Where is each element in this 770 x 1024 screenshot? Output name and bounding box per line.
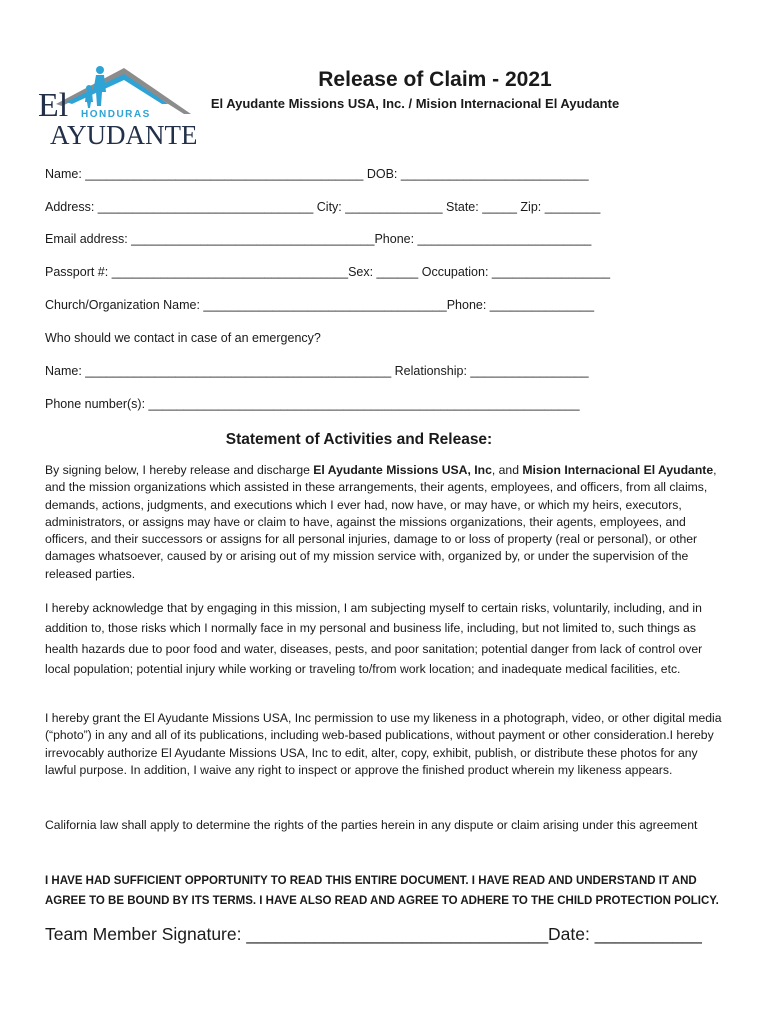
logo-graphic [36,62,196,152]
signature-date-field[interactable]: Team Member Signature: _______________________________Date: ___________ [45,924,702,944]
org-name-internacional: Mision Internacional El Ayudante [522,463,714,477]
page-title: Release of Claim - 2021 [318,68,552,91]
release-rest: , and the mission organizations which assisted in these arrangements, their agents, employees, and officers, from all claims, demands, actions, judgments, and executions which I ever had, now have, or may have, or which my heirs, executors, administrators, or assigns may have or claim to have, against the missions organizations, their agents, employees, and officers, and their successors or assigns for all personal injuries, damage to or loss of property (real or personal), or other damages whatsoever, caused by or arising out of my mission service with, organized by, or under the supervision of the released parties. [45,463,717,581]
logo-el-text: El [38,87,69,124]
release-paragraph [45,462,725,583]
logo-person-head [96,66,104,74]
address-field[interactable]: Address: _______________________________ City: ______________ State: _____ Zip: ________ [45,200,601,214]
release-intro: By signing below, I hereby release and discharge [45,463,314,477]
release-and: , and [491,463,523,477]
logo-main-text: AYUDANTE [50,120,196,150]
page-subtitle: El Ayudante Missions USA, Inc. / Mision Internacional El Ayudante [210,96,620,111]
photo-release-paragraph: I hereby grant the El Ayudante Missions USA, Inc permission to use my likeness in a photograph, video, or other digital media (“photo”) in any and all of its publications, including web-based publications, without payment or other consideration.I hereby irrevocably authorize El Ayudante Missions USA, Inc to edit, alter, copy, exhibit, publish, or distribute these photos for any lawful purpose. In addition, I waive any right to inspect or approve the finished product wherein my likeness appears. [45,711,722,777]
logo-child-head [86,85,92,91]
logo-person-body [93,75,106,106]
email-phone-field[interactable]: Email address: ___________________________________Phone: _________________________ [45,232,592,246]
phone-numbers-field[interactable]: Phone number(s): ______________________________________________________________ [45,397,580,411]
statement-title: Statement of Activities and Release: [225,431,493,448]
el-ayudante-logo [36,62,196,152]
name-dob-field[interactable]: Name: ________________________________________ DOB: ___________________________ [45,167,589,181]
emergency-name-field[interactable]: Name: ____________________________________________ Relationship: _________________ [45,364,589,378]
org-name-usa: El Ayudante Missions USA, Inc [313,463,492,477]
church-organization-field[interactable]: Church/Organization Name: ___________________________________Phone: _______________ [45,298,595,312]
logo-child-body [85,92,93,108]
passport-field[interactable]: Passport #: __________________________________Sex: ______ Occupation: _________________ [45,265,611,279]
governing-law-paragraph: California law shall apply to determine the rights of the parties herein in any dispute or claim arising under this agreement [45,818,698,832]
risk-acknowledgement-paragraph: I hereby acknowledge that by engaging in this mission, I am subjecting myself to certain risks, voluntarily, including, and in addition to, those risks which I normally face in my personal and business life, including, but not limited to, such things as health hazards due to poor food and water, diseases, pests, and poor sanitation; potential danger from lack of control over local population; potential injury while working or traveling to/from work location; and inadequate medical facilities, etc. [45,601,703,676]
emergency-contact-question: Who should we contact in case of an emergency? [45,331,321,345]
agreement-statement: I HAVE HAD SUFFICIENT OPPORTUNITY TO READ THIS ENTIRE DOCUMENT. I HAVE READ AND UNDERSTAND IT AND AGREE TO BE BOUND BY ITS TERMS. I HAVE ALSO READ AND AGREE TO ADHERE TO THE CHILD PROTECTION POLICY. [45,875,719,907]
logo-country-text: HONDURAS [81,109,151,120]
